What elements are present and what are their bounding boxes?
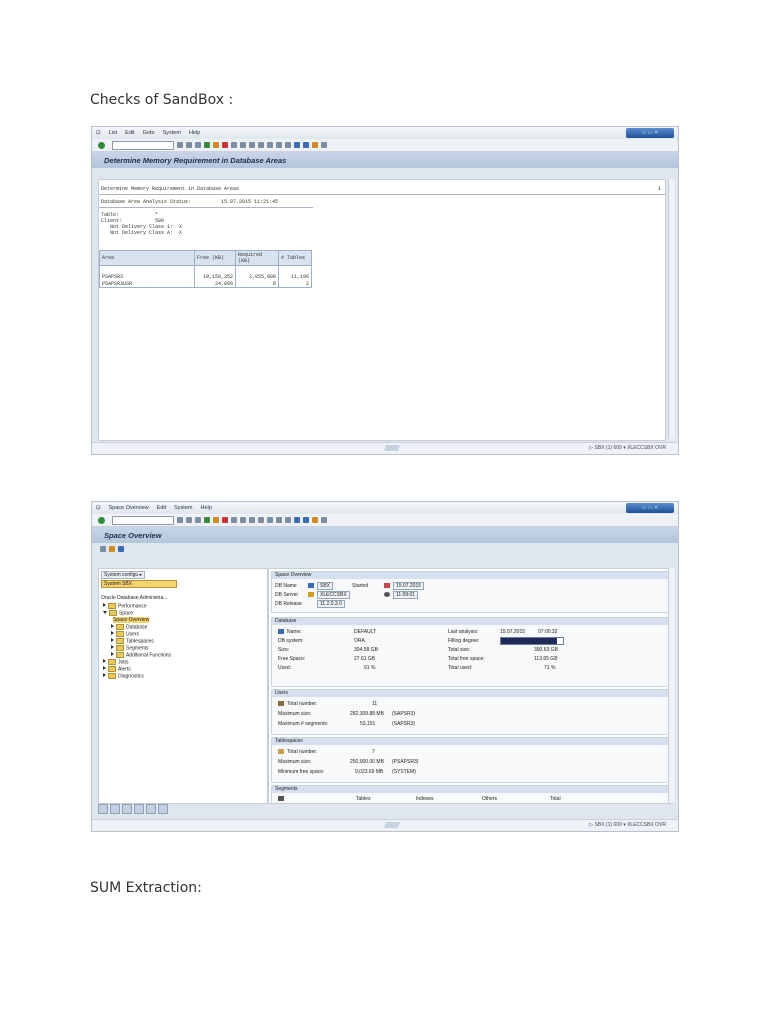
total-used-value: 71 % [544,665,556,671]
status-bar [92,442,678,454]
tree-button-icon[interactable] [122,804,132,814]
col-area: Area [100,251,195,266]
menu-help[interactable]: Help [200,505,212,511]
status-value: 15.07.2015 11:21:45 [221,199,279,205]
database-icon [278,629,284,634]
first-page-icon[interactable] [258,517,264,523]
menu-system[interactable]: System [162,130,181,136]
group-users [271,689,670,735]
group-header: Database [272,618,669,625]
users-max-size-owner: (SAPSR3) [392,711,416,717]
segments-table-icon [278,796,287,802]
page-number: 1 [657,186,661,192]
calendar-icon [384,583,390,588]
area-table [99,250,312,288]
command-field[interactable] [112,141,174,150]
db-name-value: DEFAULT [354,629,377,635]
layout-icon[interactable] [321,517,327,523]
group-segments [271,785,670,804]
menu-system[interactable]: System [174,505,193,511]
tree-root-label: Oracle Database Administra... [101,595,168,601]
segments-col-tables: Tables [356,796,371,802]
delivery-class-1-line: Not Delivery Class 1: X [101,224,183,230]
help-icon[interactable] [312,142,318,148]
folder-icon [116,624,124,630]
filling-degree-fill [501,638,557,644]
users-max-size-label: Maximum size: [278,711,312,717]
users-icon [278,701,284,706]
menu-bar [92,127,678,139]
tree-item-tablespaces[interactable]: Tablespaces [111,638,154,644]
db-size-value: 304.58 GB [354,647,378,653]
table-row[interactable] [100,280,312,288]
menu-goto[interactable]: Goto [142,130,155,136]
ts-min-free-owner: (SYSTEM) [392,769,416,775]
folder-icon [116,638,124,644]
menu-help[interactable]: Help [188,130,201,136]
standard-toolbar [92,514,678,527]
tree-button-icon[interactable] [146,804,156,814]
tree-button-icon[interactable] [134,804,144,814]
tree-toolbar[interactable] [101,571,145,579]
folder-icon [108,666,116,672]
tree-item-jobs[interactable]: Jobs [103,659,129,665]
expand-icon[interactable] [111,652,114,656]
folder-icon [108,659,116,665]
db-free-label: Free Space: [278,656,306,662]
folder-icon [108,603,116,609]
filling-degree-bar [500,637,564,645]
expand-icon[interactable] [111,631,114,635]
tree-button-icon[interactable] [98,804,108,814]
new-session-icon[interactable] [294,517,300,523]
sap-logo-icon [384,445,400,451]
expand-icon[interactable] [111,638,114,642]
folder-icon [116,645,124,651]
cell-tables: 11,196 [279,273,312,280]
window-controls[interactable]: ▭ ▭ ✕ [626,503,674,513]
db-system-label: DB system: [278,638,304,644]
cell-required: 2,055,008 [236,273,279,280]
expand-icon[interactable] [103,659,106,663]
heading-checks-sandbox: Checks of SandBox : [90,92,234,108]
tree-root [101,595,167,601]
segments-col-others: Others [482,796,498,802]
save-icon[interactable] [195,142,201,148]
exit-icon[interactable] [213,142,219,148]
sap-window-space-overview [91,501,679,832]
group-header: Tablespaces [272,738,669,745]
vertical-scrollbar[interactable] [668,568,675,803]
db-release-field: 11.2.0.3.0 [317,600,345,608]
total-size-label: Total size: [448,647,471,653]
tree-item-diagnostics[interactable]: Diagnostics [103,673,144,679]
ts-max-size-label: Maximum size: [278,759,312,765]
vertical-scrollbar[interactable] [668,179,675,439]
prev-page-icon[interactable] [267,142,273,148]
screen-title-bar [92,152,678,168]
back-icon[interactable] [186,517,192,523]
list-title-line: Determine Memory Requirement in Database Areas [101,186,240,192]
enter-icon[interactable] [98,142,105,149]
screen-title: Space Overview [104,530,162,540]
db-server-field: XLECCSBX [308,591,350,599]
expand-icon[interactable] [103,603,106,607]
screen-title-bar [92,527,678,543]
cell-area: PSAPSR3 [100,273,195,280]
status-bar [92,819,678,831]
first-page-icon[interactable] [258,142,264,148]
total-size-value: 390.63 GB [534,647,558,653]
table-row [100,266,312,274]
folder-icon [116,652,124,658]
expand-icon[interactable] [111,624,114,628]
refresh-icon[interactable] [109,546,115,552]
print-icon[interactable] [231,517,237,523]
new-session-icon[interactable] [294,142,300,148]
filling-degree-label: Filling degree: [448,638,480,644]
db-free-value: 27.61 GB [354,656,376,662]
system-info[interactable]: ▷ SBX (1) 600 ▾ XLECCSBX OVR [589,822,666,828]
ts-min-free-value: 9,023.69 MB [355,769,384,775]
dropdown-icon[interactable] [177,142,183,148]
table-line: Table: * [101,212,159,218]
last-analysis-time: 07:00:32 [538,629,558,635]
tree-item-database[interactable]: Database [111,624,147,630]
users-max-seg-owner: (SAPSR3) [392,721,416,727]
total-used-label: Total used: [448,665,473,671]
users-max-seg-label: Maximum # segments: [278,721,329,727]
cell-tables: 2 [279,280,312,288]
shortcut-icon[interactable] [303,142,309,148]
find-next-icon[interactable] [249,517,255,523]
col-tables: # Tables [279,251,312,266]
group-header: Space Overview [272,572,669,579]
print-icon[interactable] [231,142,237,148]
cell-free: 10,150,352 [195,273,236,280]
users-total-row: Total number: [278,701,317,707]
cancel-icon[interactable] [222,142,228,148]
col-free: Free (KB) [195,251,236,266]
back-icon[interactable] [186,142,192,148]
expand-icon[interactable] [111,645,114,649]
server-icon [308,592,314,597]
db-server-label: DB Server [275,592,299,598]
clock-icon [384,592,390,597]
users-max-seg-value: 53,151 [360,721,376,727]
system-selector[interactable] [101,580,177,588]
space-overview-panels [268,568,673,804]
tree-item-additional-functions[interactable]: Additional Functions [111,652,171,658]
standard-toolbar [92,139,678,152]
save-icon[interactable] [195,517,201,523]
tree-config-label[interactable]: System configu ▸ [104,572,143,578]
segments-col-indexes: Indexes [416,796,434,802]
menu-space-overview[interactable]: Space Overview [108,505,149,511]
tree-item-segments[interactable]: Segments [111,645,149,651]
tree-button-icon[interactable] [158,804,168,814]
collapse-icon[interactable] [103,611,107,614]
window-icon: ⊡ [96,130,101,136]
help-icon[interactable] [312,517,318,523]
folder-icon [108,673,116,679]
ts-total-row: Total number: [278,749,317,755]
layout-toggle-icon[interactable] [100,546,106,552]
started-time-field: 11:09:01 [384,591,418,599]
table-header-row [100,251,312,266]
db-size-label: Size: [278,647,290,653]
ts-max-size-value: 250,000.00 MB [350,759,384,765]
next-page-icon[interactable] [276,142,282,148]
segments-col-total: Total [550,796,561,802]
cell-area: PSAPSR3USR [100,280,195,288]
group-header: Segments [272,786,669,793]
enter-icon[interactable] [98,517,105,524]
ts-total-value: 7 [372,749,375,755]
find-icon[interactable] [240,142,246,148]
group-database [271,617,670,687]
shortcut-icon[interactable] [303,517,309,523]
sap-logo-icon [384,822,400,828]
group-space-overview [271,571,670,613]
users-max-size-value: 282,309.88 MB [350,711,384,717]
db-release-label: DB Release [275,601,302,607]
divider [99,194,665,195]
db-system-value: ORA [354,638,365,644]
delivery-class-a-line: Not Delivery Class A: X [101,230,183,236]
next-page-icon[interactable] [276,517,282,523]
table-row[interactable] [100,273,312,280]
users-total-value: 11 [372,701,378,707]
folder-icon [109,610,117,616]
tree-item-space[interactable]: Space [103,610,133,616]
dropdown-icon[interactable] [177,517,183,523]
navigation-tree [98,568,268,804]
folder-icon [116,631,124,637]
tree-item-performance[interactable]: Performance [103,603,147,609]
group-tablespaces [271,737,670,783]
system-info[interactable]: ▷ SBX (1) 600 ▾ XLECCSBX OVR [589,445,666,451]
expand-icon[interactable] [103,673,106,677]
find-next-icon[interactable] [249,142,255,148]
last-page-icon[interactable] [285,142,291,148]
history-icon[interactable] [118,546,124,552]
command-field[interactable] [112,516,174,525]
tree-item-space-overview[interactable]: Space Overview [113,617,150,623]
window-controls[interactable]: ▭ ▭ ✕ [626,128,674,138]
tree-bottom-toolbar [98,804,168,814]
menu-edit[interactable]: Edit [125,130,135,136]
cell-free: 24,896 [195,280,236,288]
tree-item-alerts[interactable]: Alerts [103,666,131,672]
heading-sum-extraction: SUM Extraction: [90,880,202,896]
started-date-field: 15.07.2015 [384,582,424,590]
system-label: System SBX [104,581,133,587]
exit-icon[interactable] [213,517,219,523]
menu-bar [92,502,678,514]
total-free-value: 113.65 GB [534,656,558,662]
back-green-icon[interactable] [204,517,210,523]
db-name-label: DB Name [275,583,297,589]
ts-max-size-owner: (PSAPSR3) [392,759,419,765]
application-toolbar [92,543,678,555]
database-icon [308,583,314,588]
back-green-icon[interactable] [204,142,210,148]
started-label: Started [352,583,369,589]
col-required: Required (KB) [236,251,279,266]
cancel-icon[interactable] [222,517,228,523]
window-icon: ⊡ [96,505,101,511]
find-icon[interactable] [240,517,246,523]
tablespace-icon [278,749,284,754]
menu-edit[interactable]: Edit [156,505,167,511]
last-analysis-date: 15.07.2015 [500,629,526,635]
list-output [98,179,666,441]
db-name-field: SBX [308,582,333,590]
screen-title: Determine Memory Requirement in Database Areas [104,155,287,165]
tree-button-icon[interactable] [110,804,120,814]
cell-required: 8 [236,280,279,288]
tree-item-users[interactable]: Users [111,631,139,637]
prev-page-icon[interactable] [267,517,273,523]
menu-list[interactable]: List [108,130,118,136]
last-page-icon[interactable] [285,517,291,523]
last-analysis-label: Last analysis: [448,629,479,635]
layout-icon[interactable] [321,142,327,148]
sap-window-memory-requirement [91,126,679,455]
ts-min-free-label: Minimum free space: [278,769,325,775]
expand-icon[interactable] [103,666,106,670]
db-name-row: Name: [278,629,302,635]
total-free-label: Total free space: [448,656,485,662]
group-header: Users [272,690,669,697]
client-line: Client: 500 [101,218,165,224]
divider [99,207,313,208]
db-used-value: 91 % [364,665,376,671]
status-label: Database Area Analysis Status: [101,199,192,205]
db-used-label: Used: [278,665,292,671]
